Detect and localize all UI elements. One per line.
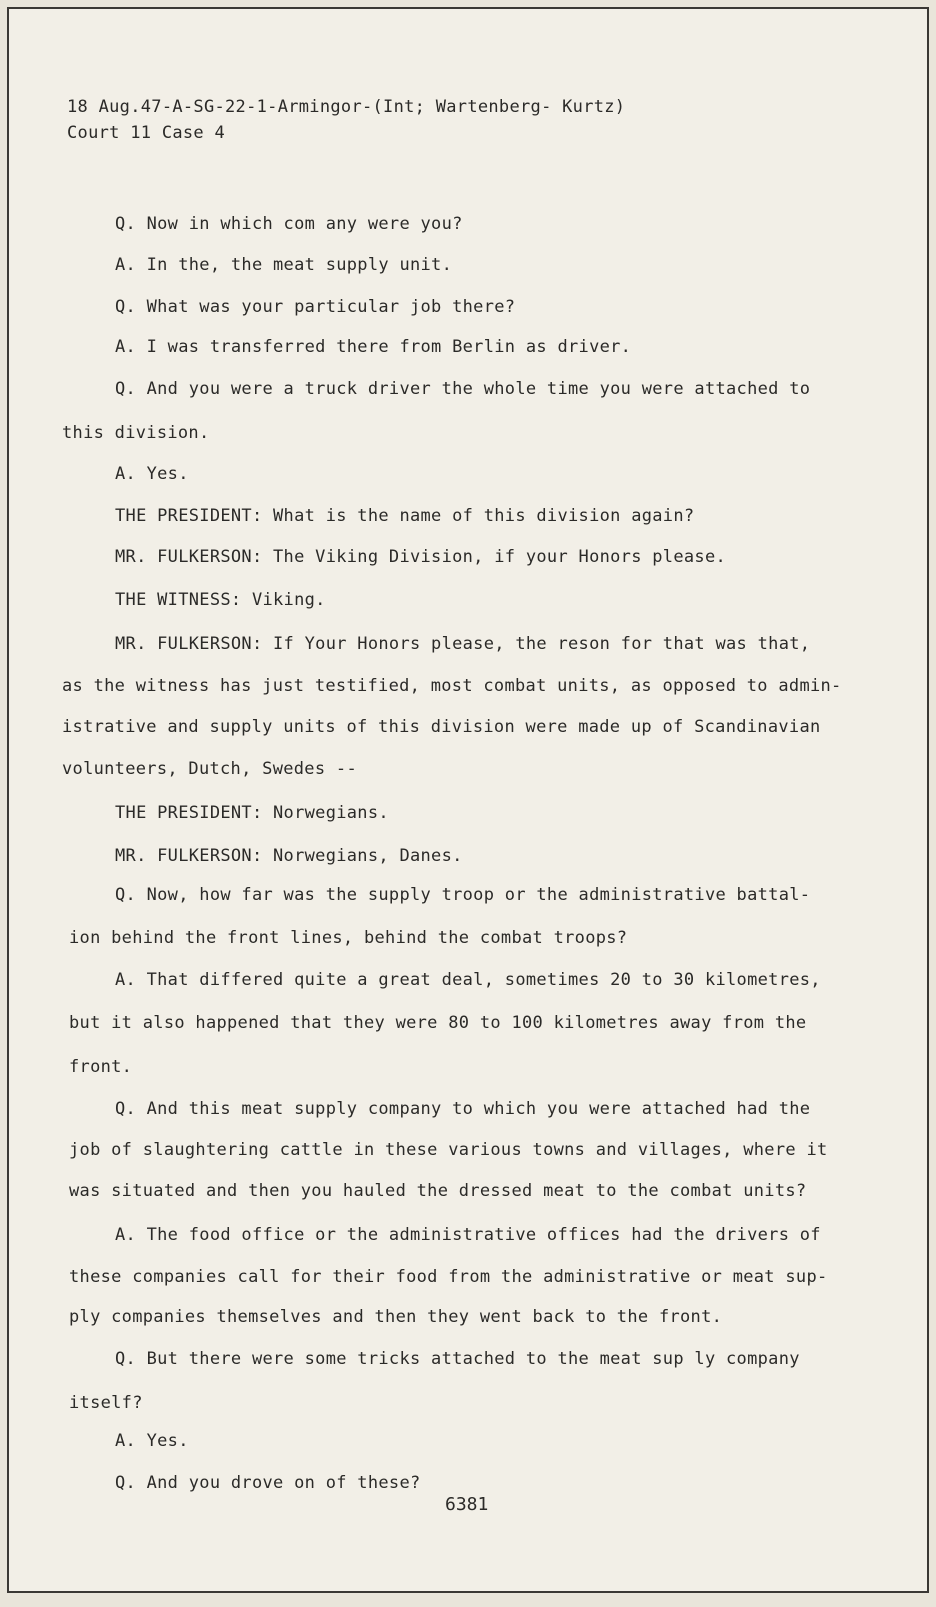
page-number: 6381 xyxy=(445,1494,489,1515)
transcript-line: job of slaughtering cattle in these various towns and villages, where it xyxy=(69,1140,828,1160)
transcript-line: A. Yes. xyxy=(115,1431,189,1451)
transcript-line: istrative and supply units of this division were made up of Scandinavian xyxy=(62,717,821,737)
transcript-line: A. In the, the meat supply unit. xyxy=(115,255,453,275)
transcript-line: but it also happened that they were 80 to 100 kilometres away from the xyxy=(69,1013,807,1033)
transcript-line: A. Yes. xyxy=(115,464,189,484)
transcript-line: MR. FULKERSON: If Your Honors please, the reson for that was that, xyxy=(115,634,811,654)
transcript-line: was situated and then you hauled the dressed meat to the combat units? xyxy=(69,1181,807,1201)
transcript-line: THE PRESIDENT: What is the name of this division again? xyxy=(115,506,695,526)
transcript-line: Q. But there were some tricks attached to the meat sup ly company xyxy=(115,1349,800,1369)
transcript-line: Q. Now in which com any were you? xyxy=(115,214,463,234)
transcript-line: itself? xyxy=(69,1393,143,1413)
transcript-line: these companies call for their food from the administrative or meat sup- xyxy=(69,1267,828,1287)
transcript-line: THE PRESIDENT: Norwegians. xyxy=(115,803,389,823)
transcript-line: ply companies themselves and then they went back to the front. xyxy=(69,1307,723,1327)
transcript-line: as the witness has just testified, most combat units, as opposed to admin- xyxy=(62,676,842,696)
transcript-line: Q. Now, how far was the supply troop or the administrative battal- xyxy=(115,885,811,905)
transcript-line: this division. xyxy=(62,423,210,443)
transcript-line: ion behind the front lines, behind the combat troops? xyxy=(69,928,628,948)
transcript-line: Q. What was your particular job there? xyxy=(115,297,516,317)
transcript-line: MR. FULKERSON: The Viking Division, if your Honors please. xyxy=(115,547,727,567)
header-line-1: 18 Aug.47-A-SG-22-1-Armingor-(Int; Wartenberg- Kurtz) xyxy=(67,97,626,117)
transcript-line: THE WITNESS: Viking. xyxy=(115,590,326,610)
document-page xyxy=(7,7,929,1593)
transcript-line: Q. And this meat supply company to which you were attached had the xyxy=(115,1099,811,1119)
transcript-line: A. That differed quite a great deal, sometimes 20 to 30 kilometres, xyxy=(115,970,821,990)
header-line-2: Court 11 Case 4 xyxy=(67,123,226,143)
transcript-line: A. The food office or the administrative offices had the drivers of xyxy=(115,1225,821,1245)
transcript-line: A. I was transferred there from Berlin as driver. xyxy=(115,337,632,357)
transcript-line: volunteers, Dutch, Swedes -- xyxy=(62,759,357,779)
transcript-line: Q. And you were a truck driver the whole time you were attached to xyxy=(115,379,811,399)
transcript-line: MR. FULKERSON: Norwegians, Danes. xyxy=(115,846,463,866)
transcript-line: front. xyxy=(69,1057,133,1077)
transcript-line: Q. And you drove on of these? xyxy=(115,1473,421,1493)
